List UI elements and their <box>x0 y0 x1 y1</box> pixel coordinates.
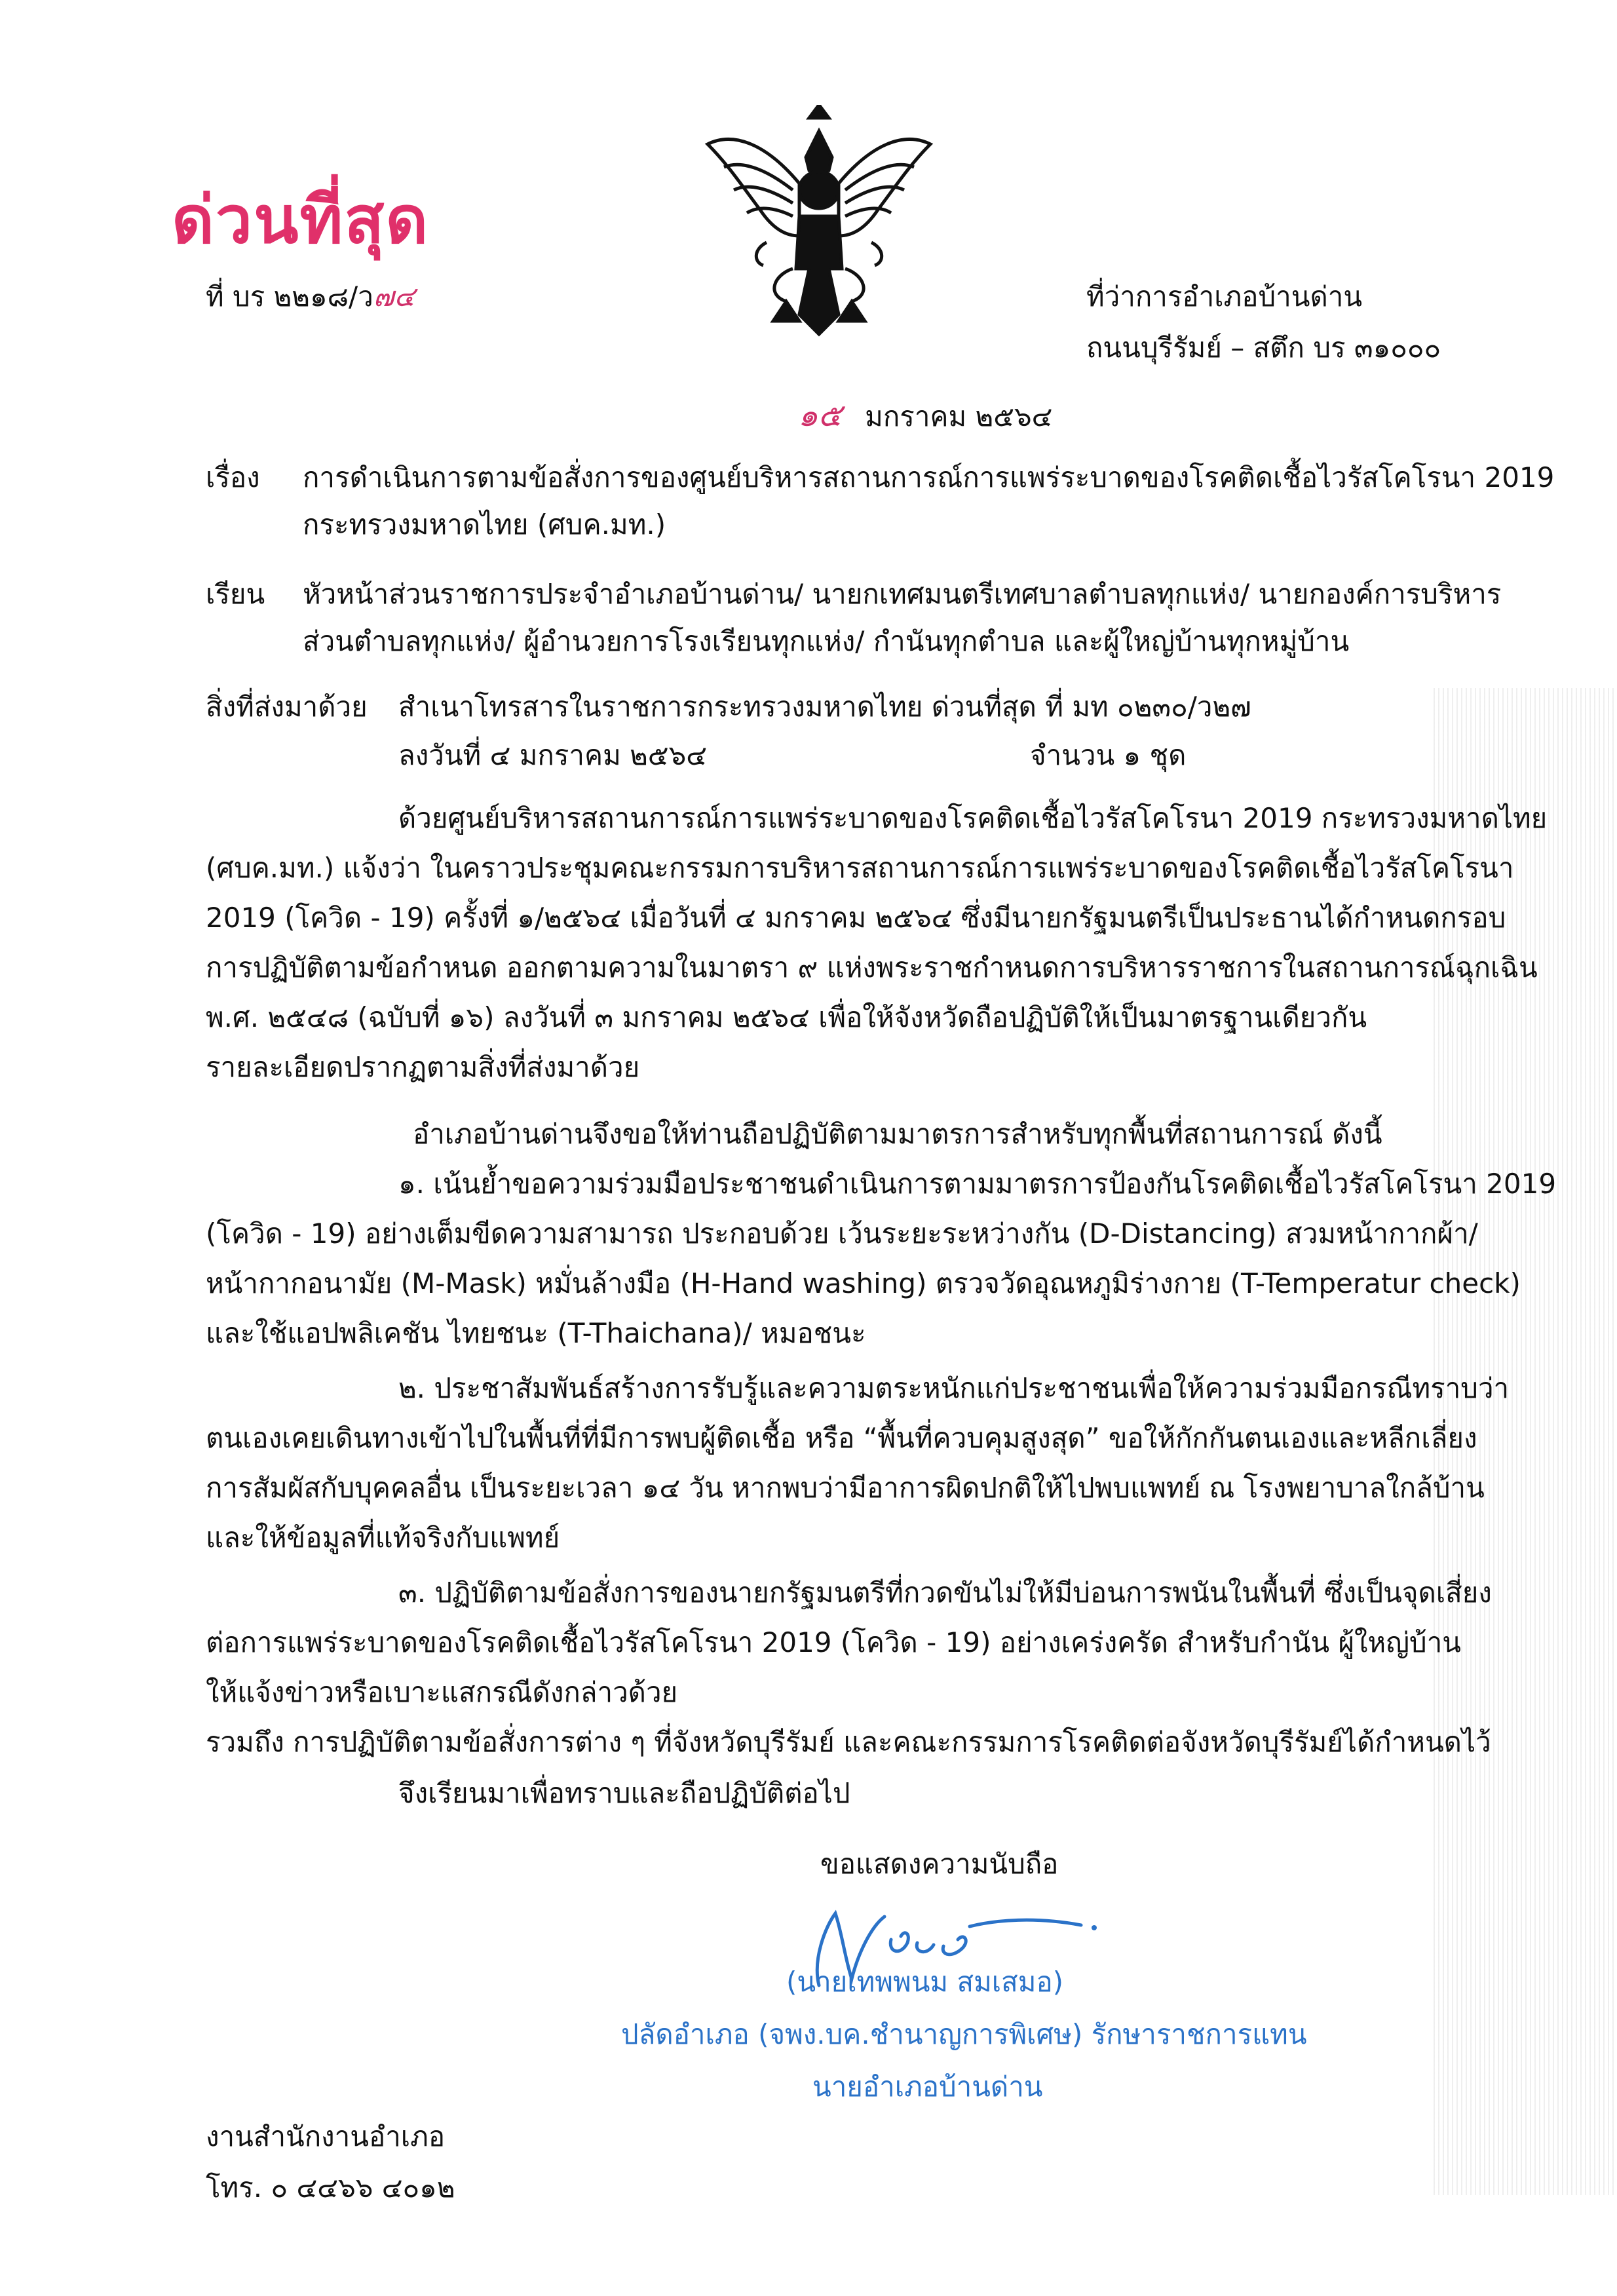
regards: ขอแสดงความนับถือ <box>820 1848 1059 1880</box>
enclosure-line1: สำเนาโทรสารในราชการกระทรวงมหาดไทย ด่วนที่สุด ที่ มท ๐๒๓๐/ว๒๗ <box>398 691 1251 723</box>
closing-line: จึงเรียนมาเพื่อทราบและถือปฏิบัติต่อไป <box>398 1777 850 1809</box>
enclosure-line2: ลงวันที่ ๔ มกราคม ๒๕๖๔ <box>398 739 708 771</box>
item1-line2: (โควิด - 19) อย่างเต็มขีดความสามารถ ประกอบด้วย เว้นระยะระหว่างกัน (D-Distancing) สวมหน้ากากผ้า/ <box>206 1217 1478 1250</box>
office-address-line2: ถนนบุรีรัมย์ – สตึก บร ๓๑๐๐๐ <box>1086 332 1441 364</box>
item3-line3: ให้แจ้งข่าวหรือเบาะแสกรณีดังกล่าวด้วย <box>206 1676 678 1708</box>
item2-line4: และให้ข้อมูลที่แท้จริงกับแพทย์ <box>206 1521 560 1554</box>
office-address-line1: ที่ว่าการอำเภอบ้านด่าน <box>1086 280 1363 313</box>
item3-line1: ๓. ปฏิบัติตามข้อสั่งการของนายกรัฐมนตรีที่กวดขันไม่ให้มีบ่อนการพนันในพื้นที่ ซึ่งเป็นจุดเสี่ยง <box>398 1577 1492 1609</box>
item1-line1: ๑. เน้นย้ำขอความร่วมมือประชาชนดำเนินการตามมาตรการป้องกันโรคติดเชื้อไวรัสโคโรนา 2019 <box>398 1168 1557 1200</box>
signatory-position: ปลัดอำเภอ (จพง.บค.ชำนาญการพิเศษ) รักษาราชการแทน <box>621 2018 1307 2050</box>
enclosure-label: สิ่งที่ส่งมาด้วย <box>206 691 368 723</box>
document-number <box>206 280 415 313</box>
document-number-handwritten: ๗๔ <box>373 280 415 313</box>
recipient-line1: หัวหน้าส่วนราชการประจำอำเภอบ้านด่าน/ นายกเทศมนตรีเทศบาลตำบลทุกแห่ง/ นายกองค์การบริหาร <box>303 578 1502 610</box>
paragraph1-line6: รายละเอียดปรากฏตามสิ่งที่ส่งมาด้วย <box>206 1051 640 1083</box>
item2-line1: ๒. ประชาสัมพันธ์สร้างการรับรู้และความตระหนักแก่ประชาชนเพื่อให้ความร่วมมือกรณีทราบว่า <box>398 1372 1510 1404</box>
recipient-line2: ส่วนตำบลทุกแห่ง/ ผู้อำนวยการโรงเรียนทุกแห่ง/ กำนันทุกตำบล และผู้ใหญ่บ้านทุกหมู่บ้าน <box>303 625 1350 657</box>
paragraph1-line4: การปฏิบัติตามข้อกำหนด ออกตามความในมาตรา ๙ แห่งพระราชกำหนดการบริหารราชการในสถานการณ์ฉุกเฉิน <box>206 951 1538 984</box>
paragraph2-intro: อำเภอบ้านด่านจึงขอให้ท่านถือปฏิบัติตามมาตรการสำหรับทุกพื้นที่สถานการณ์ ดังนี้ <box>413 1118 1382 1150</box>
footer-department: งานสำนักงานอำเภอ <box>206 2120 446 2152</box>
signatory-name: (นายเทพพนม สมเสมอ) <box>786 1966 1064 1998</box>
item2-line3: การสัมผัสกับบุคคลอื่น เป็นระยะเวลา ๑๔ วัน หากพบว่ามีอาการผิดปกติให้ไปพบแพทย์ ณ โรงพยาบาลใกล้บ้าน <box>206 1472 1485 1504</box>
item3-line4: รวมถึง การปฏิบัติตามข้อสั่งการต่าง ๆ ที่จังหวัดบุรีรัมย์ และคณะกรรมการโรคติดต่อจังหวัดบุรีรัมย์ได้กำหนดไว้ <box>206 1726 1491 1758</box>
paragraph1-line2: (ศบค.มท.) แจ้งว่า ในคราวประชุมคณะกรรมการบริหารสถานการณ์การแพร่ระบาดของโรคติดเชื้อไวรัสโคโรนา <box>206 852 1514 884</box>
footer-phone: โทร. ๐ ๔๔๖๖ ๔๐๑๒ <box>206 2172 455 2204</box>
item2-line2: ตนเองเคยเดินทางเข้าไปในพื้นที่ที่มีการพบผู้ติดเชื้อ หรือ “พื้นที่ควบคุมสูงสุด” ขอให้กักกันตนเองและหลีกเลี่ยง <box>206 1422 1477 1454</box>
item1-line3: หน้ากากอนามัย (M-Mask) หมั่นล้างมือ (H-Hand washing) ตรวจวัดอุณหภูมิร่างกาย (T-Temperatur check) <box>206 1267 1521 1299</box>
item3-line2: ต่อการแพร่ระบาดของโรคติดเชื้อไวรัสโคโรนา 2019 (โควิด - 19) อย่างเคร่งครัด สำหรับกำนัน ผู้ใหญ่บ้าน <box>206 1626 1461 1658</box>
document-date <box>798 397 1053 434</box>
signatory-title: นายอำเภอบ้านด่าน <box>812 2071 1043 2103</box>
paragraph1-line1: ด้วยศูนย์บริหารสถานการณ์การแพร่ระบาดของโรคติดเชื้อไวรัสโคโรนา 2019 กระทรวงมหาดไทย <box>398 802 1548 834</box>
subject-label: เรื่อง <box>206 461 260 493</box>
date-day-handwritten: ๑๕ <box>798 397 842 434</box>
item1-line4: และใช้แอปพลิเคชัน ไทยชนะ (T-Thaichana)/ หมอชนะ <box>206 1317 866 1349</box>
paragraph1-line5: พ.ศ. ๒๕๔๘ (ฉบับที่ ๑๖) ลงวันที่ ๓ มกราคม ๒๕๖๔ เพื่อให้จังหวัดถือปฏิบัติให้เป็นมาตรฐานเดียวกัน <box>206 1001 1367 1033</box>
garuda-emblem-icon <box>694 105 943 341</box>
date-month-year: มกราคม ๒๕๖๔ <box>865 400 1053 432</box>
subject-line1: การดำเนินการตามข้อสั่งการของศูนย์บริหารสถานการณ์การแพร่ระบาดของโรคติดเชื้อไวรัสโคโรนา 2019 <box>303 461 1555 493</box>
subject-line2: กระทรวงมหาดไทย (ศบค.มท.) <box>303 508 666 541</box>
recipient-label: เรียน <box>206 578 265 610</box>
urgent-stamp: ด่วนที่สุด <box>172 182 430 258</box>
paragraph1-line3: 2019 (โควิด - 19) ครั้งที่ ๑/๒๕๖๔ เมื่อวันที่ ๔ มกราคม ๒๕๖๔ ซึ่งมีนายกรัฐมนตรีเป็นประธานได้กำหนดกรอบ <box>206 902 1506 934</box>
enclosure-count: จำนวน ๑ ชุด <box>1030 739 1187 771</box>
document-number-prefix: ที่ บร ๒๒๑๘/ว <box>206 280 373 313</box>
